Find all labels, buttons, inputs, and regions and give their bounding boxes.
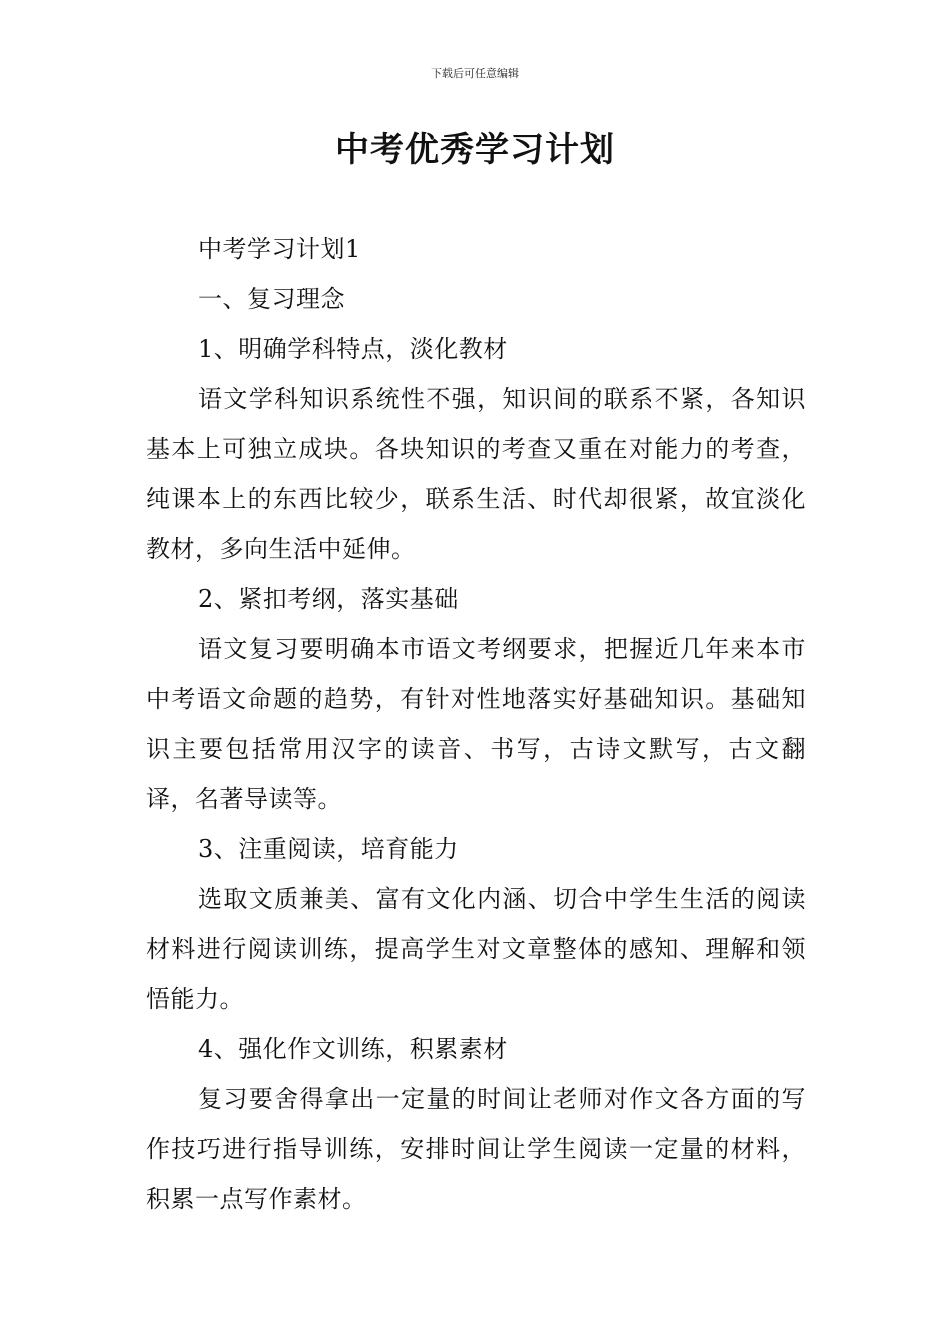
body-paragraph: 复习要舍得拿出一定量的时间让老师对作文各方面的写作技巧进行指导训练，安排时间让学生阅读一定量的材料，积累一点写作素材。 (146, 1085, 806, 1213)
point-heading: 2、紧扣考纲，落实基础 (198, 585, 459, 613)
point-heading: 3、注重阅读，培育能力 (198, 835, 459, 863)
document-title: 中考优秀学习计划 (335, 130, 615, 170)
body-paragraph: 语文学科知识系统性不强，知识间的联系不紧，各知识基本上可独立成块。各块知识的考查又重在对能力的考查，纯课本上的东西比较少，联系生活、时代却很紧，故宜淡化教材，多向生活中延伸。 (146, 385, 806, 563)
section-heading: 中考学习计划1 (198, 235, 361, 263)
body-paragraph: 选取文质兼美、富有文化内涵、切合中学生生活的阅读材料进行阅读训练，提高学生对文章整体的感知、理解和领悟能力。 (146, 885, 806, 1013)
subsection-heading: 一、复习理念 (198, 285, 345, 313)
header-note: 下载后可任意编辑 (431, 67, 519, 80)
body-paragraph: 语文复习要明确本市语文考纲要求，把握近几年来本市中考语文命题的趋势，有针对性地落实好基础知识。基础知识主要包括常用汉字的读音、书写，古诗文默写，古文翻译，名著导读等。 (146, 635, 806, 813)
point-heading: 1、明确学科特点，淡化教材 (198, 335, 508, 363)
point-heading: 4、强化作文训练，积累素材 (198, 1035, 508, 1063)
document-body (146, 224, 806, 1224)
